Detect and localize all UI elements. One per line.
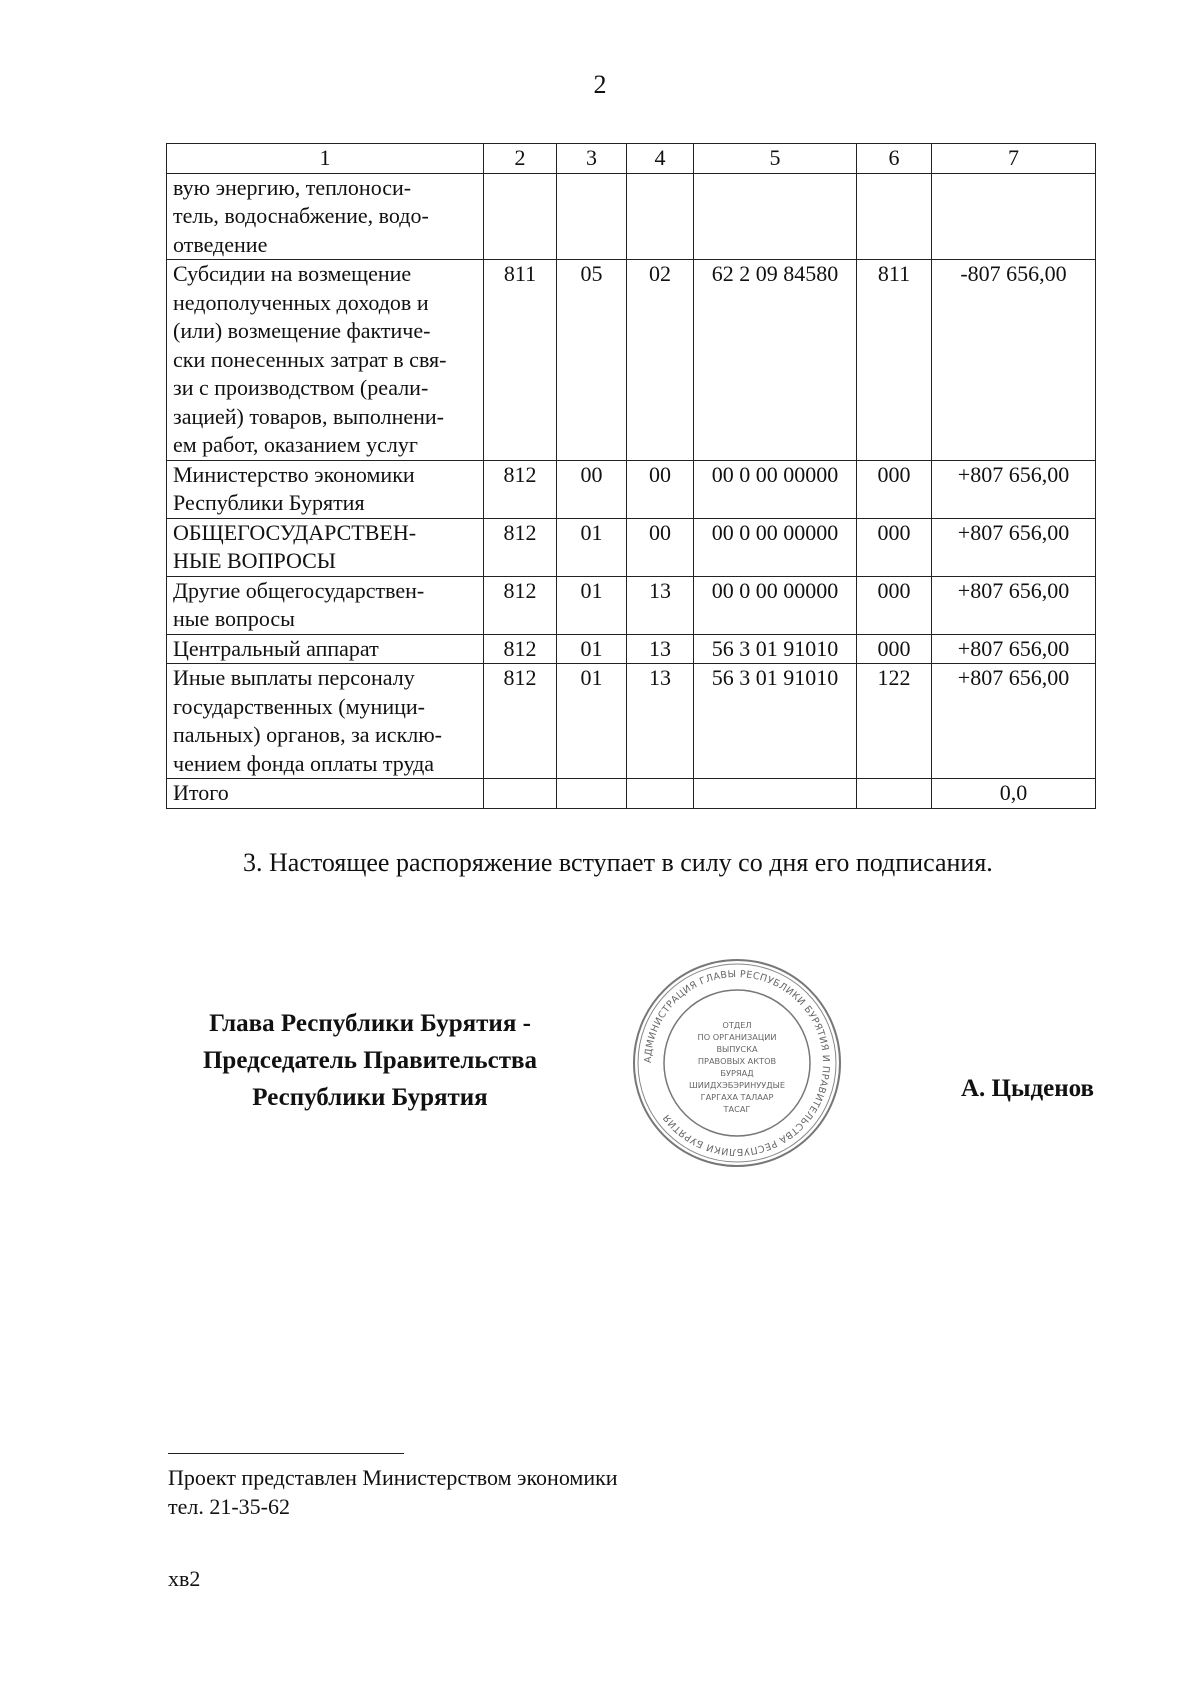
seal-inner-line: ШИИДХЭБЭРИНУУДЫЕ — [688, 1080, 786, 1090]
row-name-line: Субсидии на возмещение — [173, 261, 412, 286]
seal-inner-line: ВЫПУСКА — [716, 1044, 758, 1054]
row-name-line: тель, водоснабжение, водо- — [173, 203, 429, 228]
row-cell-c3: 01 — [557, 664, 627, 779]
row-cell-c4: 13 — [627, 634, 694, 664]
row-name-cell — [167, 779, 484, 809]
row-name-line: Итого — [173, 780, 229, 805]
table-row — [167, 173, 1096, 260]
signer-title-line: Председатель Правительства — [202, 1047, 538, 1074]
row-name-line: вую энергию, теплоноси- — [173, 174, 412, 200]
row-cell-c7: 0,0 — [932, 779, 1096, 809]
row-name-line: отведение — [173, 231, 268, 257]
signer-title — [160, 1005, 580, 1116]
row-cell-c7: +807 656,00 — [932, 634, 1096, 664]
row-name-cell — [167, 664, 484, 779]
row-name-cell — [167, 260, 484, 461]
row-cell-c6 — [857, 779, 932, 809]
row-cell-c4: 13 — [627, 576, 694, 634]
row-cell-c3: 01 — [557, 576, 627, 634]
row-cell-c7 — [932, 173, 1096, 260]
row-name-line: Иные выплаты персоналу — [173, 665, 415, 690]
row-name-line: ски понесенных затрат в свя- — [173, 346, 447, 372]
header-cell-3: 3 — [557, 144, 627, 174]
row-name-line: зацией) товаров, выполнени- — [173, 403, 444, 429]
official-seal — [630, 956, 844, 1170]
row-name-line: Центральный аппарат — [173, 635, 379, 661]
row-cell-c5: 62 2 09 84580 — [694, 260, 857, 461]
row-name-line: недополученных доходов и — [173, 289, 429, 315]
row-name-line: зи с производством (реали- — [173, 375, 429, 400]
table-row — [167, 518, 1096, 576]
clause-3: 3. Настоящее распоряжение вступает в силу со дня его подписания. — [243, 848, 993, 877]
row-cell-c7: +807 656,00 — [932, 460, 1096, 518]
table-row — [167, 260, 1096, 461]
table-row — [167, 664, 1096, 779]
row-cell-c4 — [627, 779, 694, 809]
row-cell-c6: 000 — [857, 634, 932, 664]
row-cell-c2: 812 — [484, 634, 557, 664]
row-cell-c3: 05 — [557, 260, 627, 461]
header-cell-4: 4 — [627, 144, 694, 174]
header-cell-1: 1 — [167, 144, 484, 174]
signer-name: А. Цыденов — [960, 1075, 1094, 1102]
row-cell-c5: 00 0 00 00000 — [694, 576, 857, 634]
header-cell-7: 7 — [932, 144, 1096, 174]
row-cell-c5: 00 0 00 00000 — [694, 518, 857, 576]
signer-title-line: Глава Республики Бурятия - — [209, 1010, 531, 1037]
row-name-line: Другие общегосударствен- — [173, 577, 425, 603]
row-cell-c5 — [694, 779, 857, 809]
seal-inner-line: ОТДЕЛ — [722, 1020, 752, 1030]
table-body — [167, 173, 1096, 808]
row-cell-c3 — [557, 173, 627, 260]
row-cell-c2: 811 — [484, 260, 557, 461]
row-cell-c2: 812 — [484, 576, 557, 634]
row-cell-c2 — [484, 779, 557, 809]
table-row — [167, 634, 1096, 664]
row-cell-c7: +807 656,00 — [932, 664, 1096, 779]
row-name-line: ем работ, оказанием услуг — [173, 432, 418, 457]
row-cell-c2: 812 — [484, 664, 557, 779]
row-cell-c5 — [694, 173, 857, 260]
page-number: 2 — [593, 70, 607, 99]
row-cell-c6: 811 — [857, 260, 932, 461]
row-name-line: государственных (муници- — [173, 693, 425, 719]
row-cell-c6 — [857, 173, 932, 260]
seal-inner-line: ПО ОРГАНИЗАЦИИ — [697, 1032, 777, 1042]
row-cell-c4: 00 — [627, 460, 694, 518]
seal-inner-line: БУРЯАД — [720, 1068, 754, 1078]
budget-table — [166, 143, 1096, 809]
row-cell-c6: 000 — [857, 518, 932, 576]
row-cell-c6: 000 — [857, 460, 932, 518]
row-cell-c3: 01 — [557, 518, 627, 576]
table-row — [167, 576, 1096, 634]
row-name-cell — [167, 634, 484, 664]
document-code: хв2 — [168, 1566, 201, 1591]
row-name-line: (или) возмещение фактиче- — [173, 318, 431, 343]
row-cell-c5: 56 3 01 91010 — [694, 634, 857, 664]
footnote-phone: тел. 21-35-62 — [168, 1494, 291, 1519]
row-cell-c7: -807 656,00 — [932, 260, 1096, 461]
row-name-line: ОБЩЕГОСУДАРСТВЕН- — [173, 519, 417, 545]
header-cell-2: 2 — [484, 144, 557, 174]
row-name-line: Республики Бурятия — [173, 490, 365, 515]
footnote-author: Проект представлен Министерством экономики — [168, 1465, 618, 1490]
row-name-cell — [167, 518, 484, 576]
seal-inner-line: ТАСАГ — [723, 1104, 751, 1114]
footnote — [168, 1463, 618, 1521]
table-header-row — [167, 144, 1096, 174]
signer-title-line: Республики Бурятия — [252, 1084, 488, 1111]
table-row — [167, 779, 1096, 809]
row-name-cell — [167, 173, 484, 260]
row-cell-c4: 02 — [627, 260, 694, 461]
row-cell-c6: 122 — [857, 664, 932, 779]
row-name-cell — [167, 576, 484, 634]
row-cell-c4: 00 — [627, 518, 694, 576]
row-cell-c4 — [627, 173, 694, 260]
row-cell-c4: 13 — [627, 664, 694, 779]
header-cell-6: 6 — [857, 144, 932, 174]
seal-inner-line: ГАРГАХА ТАЛААР — [700, 1092, 774, 1102]
row-name-cell — [167, 460, 484, 518]
row-cell-c5: 00 0 00 00000 — [694, 460, 857, 518]
row-cell-c7: +807 656,00 — [932, 518, 1096, 576]
row-name-line: НЫЕ ВОПРОСЫ — [173, 548, 336, 573]
row-cell-c2 — [484, 173, 557, 260]
row-cell-c3 — [557, 779, 627, 809]
row-name-line: ные вопросы — [173, 606, 295, 631]
table-row — [167, 460, 1096, 518]
row-cell-c5: 56 3 01 91010 — [694, 664, 857, 779]
row-cell-c6: 000 — [857, 576, 932, 634]
row-cell-c3: 00 — [557, 460, 627, 518]
row-name-line: Министерство экономики — [173, 461, 415, 487]
row-cell-c2: 812 — [484, 460, 557, 518]
footnote-divider — [168, 1453, 404, 1454]
row-name-line: пальных) органов, за исклю- — [173, 722, 442, 747]
seal-outer-text: АДМИНИСТРАЦИЯ ГЛАВЫ РЕСПУБЛИКИ БУРЯТИЯ И ПРАВИТЕЛЬСТВА РЕСПУБЛИКИ БУРЯТИЯ — [642, 968, 832, 1158]
row-cell-c3: 01 — [557, 634, 627, 664]
seal-inner-line: ПРАВОВЫХ АКТОВ — [697, 1056, 777, 1066]
row-name-line: чением фонда оплаты труда — [173, 750, 435, 776]
row-cell-c2: 812 — [484, 518, 557, 576]
row-cell-c7: +807 656,00 — [932, 576, 1096, 634]
header-cell-5: 5 — [694, 144, 857, 174]
